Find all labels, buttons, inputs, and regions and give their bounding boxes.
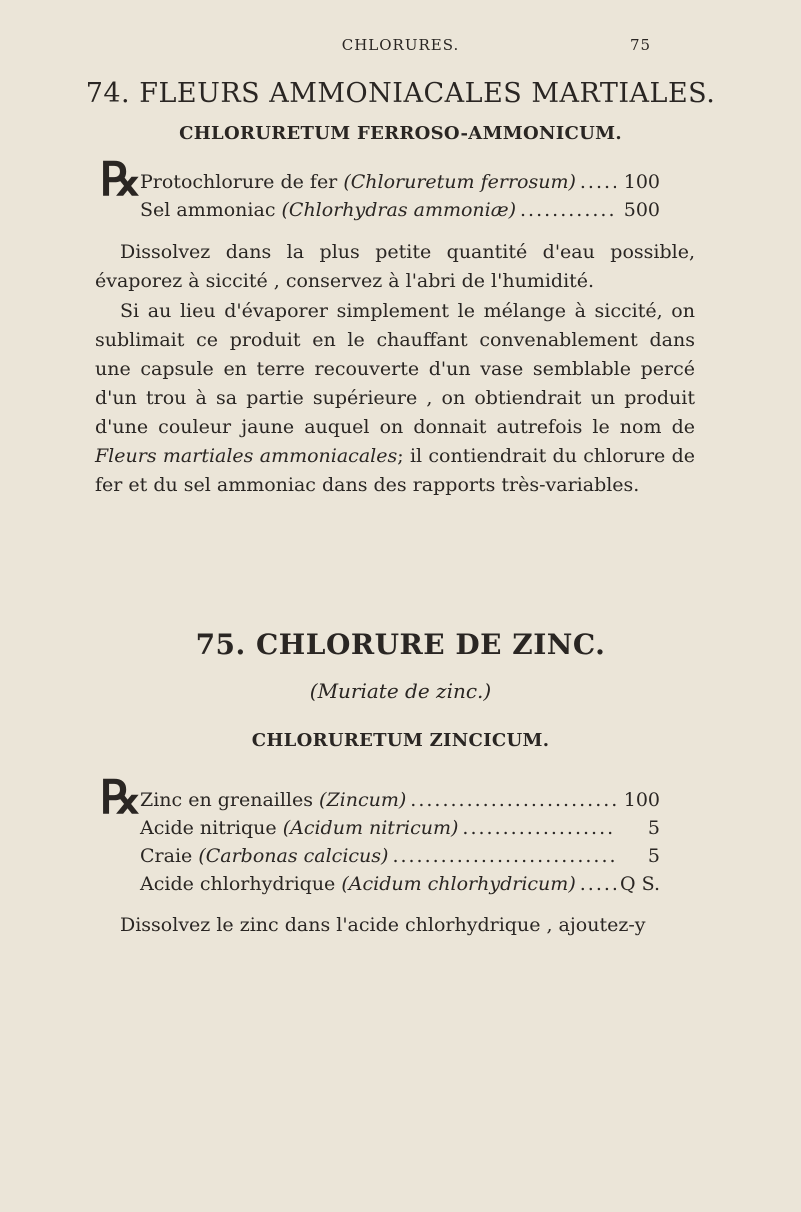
ingredient-latin: (Carbonas calcicus) [198,845,389,867]
ingredient-latin: (Acidum nitricum) [282,817,459,839]
paragraph-text: Si au lieu d'évaporer simplement le mélange à siccité, on sublimait ce produit en le chauffant convenablement dans une capsule en terre recouverte d'un vase semblable percé d'un trou à sa partie supérieure , on obtiendrait un produit d'une couleur jaune auquel on donnait autrefois le nom de Fleurs martiales ammoniacales; il contiendrait du chlorure de fer et du sel ammoniac dans des rapports très-variables. [95,300,695,496]
recipe-symbol-75: ℞ [100,770,142,824]
ingredient-line [140,815,660,841]
ingredient-line [140,871,660,897]
ingredient-qty: 5 [647,845,660,867]
ingredient-latin: (Chlorhydras ammoniæ) [281,199,517,221]
section-75-latin-title: CHLORURETUM ZINCICUM. [251,730,550,751]
section-75-heading: 75. CHLORURE DE ZINC. [195,628,606,661]
ingredient-name: Sel ammoniac [140,199,282,221]
ingredient-line [140,169,660,195]
ingredient-name: Protochlorure de fer [140,171,344,193]
ingredient-name: Acide chlorhydrique [140,873,342,895]
ingredient-qty: Q S. [620,873,660,895]
running-head-title: CHLORURES. [341,36,460,54]
ingredient-latin: (Acidum chlorhydricum) [341,873,576,895]
ingredient-line [140,197,660,223]
leader-dots [462,815,616,841]
ingredient-qty: 100 [623,789,660,811]
ingredient-latin: (Chloruretum ferrosum) [343,171,576,193]
section-75-subtitle: (Muriate de zinc.) [309,679,492,703]
ingredient-qty: 500 [623,199,660,221]
ingredient-line [140,843,660,869]
ingredient-name: Zinc en grenailles [140,789,320,811]
page-number: 75 [630,36,652,54]
ingredient-line [140,787,660,813]
section-74-heading: 74. FLEURS AMMONIACALES MARTIALES. [85,78,716,109]
leader-dots [580,871,616,897]
ingredient-qty: 100 [623,171,660,193]
ingredient-name: Acide nitrique [140,817,283,839]
section-74-latin-title: CHLORURETUM FERROSO-AMMONICUM. [179,123,622,144]
recipe-symbol-74: ℞ [100,152,142,206]
leader-dots [580,169,616,195]
ingredient-latin: (Zincum) [319,789,407,811]
ingredient-qty: 5 [647,817,660,839]
section-74-paragraph-2 [95,297,695,500]
section-74-paragraph-1: Dissolvez dans la plus petite quantité d'eau possible, évaporez à siccité , conservez à l'abri de l'humidité. [95,241,695,292]
leader-dots [392,843,616,869]
ingredient-name: Craie [140,845,199,867]
leader-dots [520,197,616,223]
section-75-paragraph-1: Dissolvez le zinc dans l'acide chlorhydrique , ajoutez-y [120,914,646,936]
leader-dots [410,787,616,813]
